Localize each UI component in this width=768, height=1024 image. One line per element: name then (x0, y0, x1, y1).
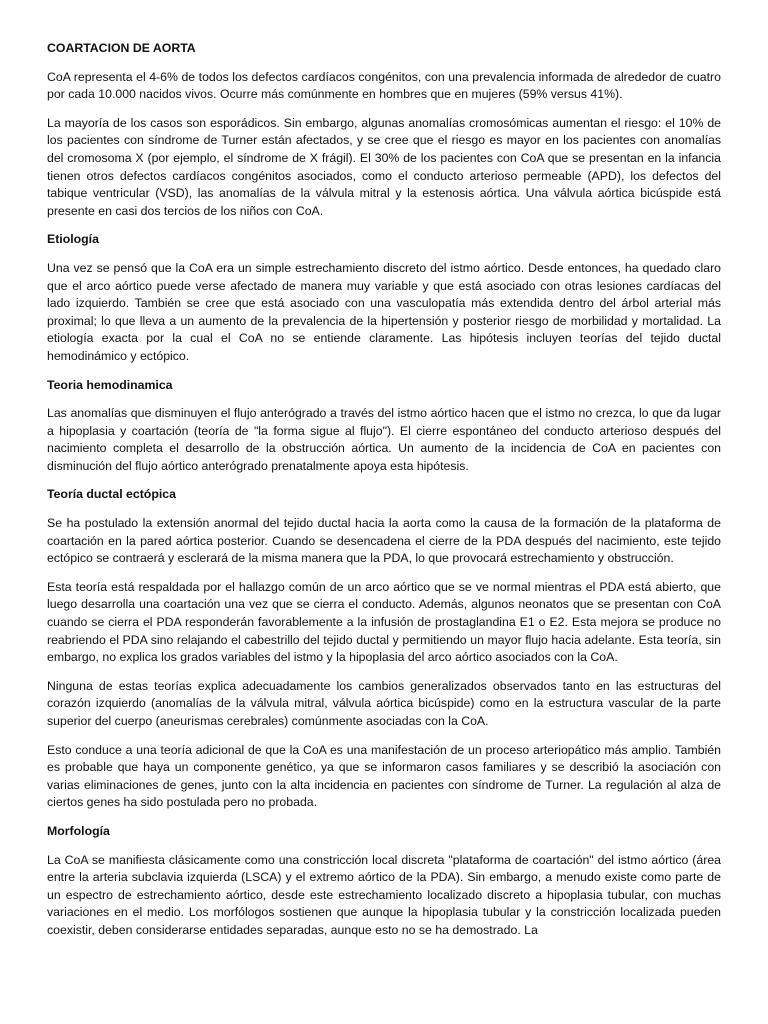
section-heading-ductal: Teoría ductal ectópica (47, 487, 176, 502)
intro-paragraph-2: La mayoría de los casos son esporádicos. Sin embargo, algunas anomalías cromosómicas aumentan el riesgo: el 10% de los pacientes con síndrome de Turner están afectados, y se cree que el riesgo es mayor en los pacientes con anomalías del cromosoma X (por ejemplo, el síndrome de X frágil). El 30% de los pacientes con CoA que se presentan en la infancia tienen otros defectos cardíacos congénitos asociados, como el conducto arterioso permeable (APD), los defectos del tabique ventricular (VSD), las anomalías de la válvula mitral y la estenosis aórtica. Una válvula aórtica bicúspide está presente en casi dos tercios de los niños con CoA. (47, 115, 721, 218)
etiologia-paragraph: Una vez se pensó que la CoA era un simple estrechamiento discreto del istmo aórtico. Desde entonces, ha quedado claro que el arco aórtico puede verse afectado de manera muy variable y que está asociado con otras lesiones cardíacas del lado izquierdo. También se cree que está asociado con una vasculopatía más extendida dentro del árbol arterial más proximal; lo que lleva a un aumento de la prevalencia de la hipertensión y posterior riesgo de morbilidad y mortalidad. La etiología exacta por la cual el CoA no se entiende claramente. Las hipótesis incluyen teorías del tejido ductal hemodinámico y ectópico. (47, 260, 721, 363)
intro-paragraph-1: CoA representa el 4-6% de todos los defectos cardíacos congénitos, con una prevalencia informada de alrededor de cuatro por cada 10.000 nacidos vivos. Ocurre más comúnmente en hombres que en mujeres (59% versus 41%). (47, 69, 721, 102)
morfologia-paragraph: La CoA se manifiesta clásicamente como una constricción local discreta "plataforma de coartación" del istmo aórtico (área entre la arteria subclavia izquierda (LSCA) y el extremo aórtico de la PDA). Sin embargo, a menudo existe como parte de un espectro de estrechamiento aórtico, desde este estrechamiento localizado discreto a hipoplasia tubular, con muchas variaciones en el medio. Los morfólogos sostienen que aunque la hipoplasia tubular y la constricción localizada pueden coexistir, deben considerarse entidades separadas, aunque esto no se ha demostrado. La (47, 852, 721, 937)
section-heading-morfologia: Morfología (47, 823, 110, 838)
document-title: COARTACION DE AORTA (47, 41, 196, 55)
section-heading-etiologia: Etiología (47, 232, 99, 247)
ductal-paragraph-1: Se ha postulado la extensión anormal del tejido ductal hacia la aorta como la causa de la formación de la plataforma de coartación en la pared aórtica posterior. Cuando se desencadena el cierre de la PDA después del nacimiento, este tejido ectópico se contraerá y esclerará de la misma manera que la PDA, lo que provocará estrechamiento y obstrucción. (47, 516, 721, 566)
ductal-paragraph-3: Ninguna de estas teorías explica adecuadamente los cambios generalizados observados tanto en las estructuras del corazón izquierdo (anomalías de la válvula mitral, válvula aórtica bicúspide) como en la estructura vascular de la parte superior del cuerpo (aneurismas cerebrales) comúnmente asociadas con la CoA. (47, 678, 721, 728)
document-page (47, 40, 721, 940)
ductal-paragraph-2: Esta teoría está respaldada por el hallazgo común de un arco aórtico que se ve normal mientras el PDA está abierto, que luego desarrolla una coartación una vez que se cierra el conducto. Además, algunos neonatos que se presentan con CoA cuando se cierra el PDA responderán favorablemente a la infusión de prostaglandina E1 o E2. Esta mejora se produce no reabriendo el PDA sino relajando el cabestrillo del tejido ductal y permitiendo un mayor flujo hacia adelante. Esta teoría, sin embargo, no explica los grados variables del istmo y la hipoplasia del arco aórtico asociados con la CoA. (47, 579, 721, 665)
ductal-paragraph-4: Esto conduce a una teoría adicional de que la CoA es una manifestación de un proceso arteriopático más amplio. También es probable que haya un componente genético, ya que se informaron casos familiares y se describió la asociación con varias eliminaciones de genes, junto con la alta incidencia en pacientes con síndrome de Turner. La regulación al alza de ciertos genes ha sido postulada pero no probada. (47, 742, 721, 810)
hemodinamica-paragraph: Las anomalías que disminuyen el flujo anterógrado a través del istmo aórtico hacen que el istmo no crezca, lo que da lugar a hipoplasia y coartación (teoría de "la forma sigue al flujo"). El cierre espontáneo del conducto arterioso después del nacimiento completa el desarrollo de la obstrucción aórtica. Un aumento de la incidencia de CoA en pacientes con disminución del flujo aórtico anterógrado prenatalmente apoya esta hipótesis. (47, 406, 721, 473)
section-heading-hemodinamica: Teoria hemodinamica (47, 377, 173, 392)
